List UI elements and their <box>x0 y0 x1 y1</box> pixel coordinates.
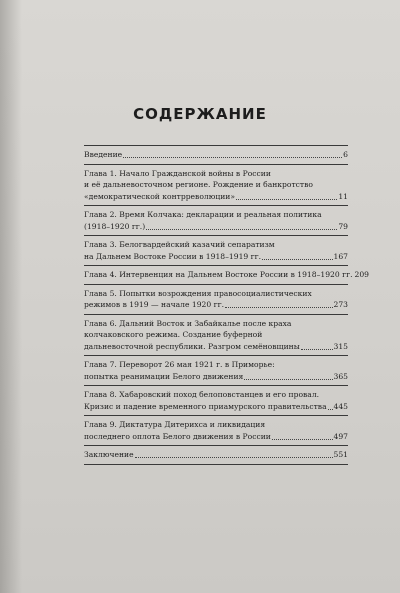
toc-entry <box>84 145 348 165</box>
toc-entry <box>84 446 348 465</box>
toc-entry-text: Введение <box>84 150 123 159</box>
toc-page-number: 551 <box>333 450 348 459</box>
table-of-contents <box>84 145 369 465</box>
toc-entry-line <box>84 449 348 461</box>
dot-leader <box>244 371 332 380</box>
page-title: СОДЕРЖАНИЕ <box>133 105 267 123</box>
toc-entry-line <box>84 329 348 341</box>
toc-entry <box>84 165 348 207</box>
toc-entry-text: Кризис и падение временного приамурского правительства <box>84 401 327 411</box>
toc-entry-line <box>84 149 348 161</box>
toc-page-number: 6 <box>343 150 348 159</box>
toc-entry-line <box>84 401 348 413</box>
toc-entry-text: Глава 9. Диктатура Дитерихса и ликвидация <box>84 420 266 429</box>
toc-page-number: 209 <box>354 270 369 279</box>
dot-leader <box>123 149 342 158</box>
toc-entry-text: и её дальневосточном регионе. Рождение и банкротство <box>84 180 313 189</box>
toc-entry-text: Глава 3. Белогвардейский казачий сепаратизм <box>84 240 275 249</box>
spine-shadow <box>0 0 22 593</box>
toc-entry-line <box>84 179 348 191</box>
toc-entry-line <box>84 221 348 233</box>
toc-entry-text: Глава 4. Интервенция на Дальнем Востоке России в 1918–1920 гг. <box>84 270 353 279</box>
toc-entry-line <box>84 419 348 431</box>
dot-leader <box>225 299 333 308</box>
toc-entry-line <box>84 269 369 281</box>
toc-entry-line <box>84 288 348 300</box>
toc-entry-text: Глава 1. Начало Гражданской войны в России <box>84 168 271 178</box>
toc-entry-line <box>84 359 348 371</box>
dot-leader <box>272 431 333 440</box>
dot-leader <box>262 251 332 260</box>
toc-entry <box>84 206 348 236</box>
toc-page-number: 273 <box>333 300 348 309</box>
toc-entry-text: (1918–1920 гг.) <box>84 221 146 231</box>
toc-entry-text: колчаковского режима. Создание буферной <box>84 330 263 339</box>
toc-entry-line <box>84 209 348 221</box>
toc-entry-line <box>84 431 348 443</box>
toc-entry-text: Глава 6. Дальний Восток и Забайкалье после краха <box>84 318 292 328</box>
toc-entry <box>84 315 348 357</box>
toc-entry <box>84 416 348 446</box>
dot-leader <box>135 449 333 458</box>
toc-entry-text: последнего оплота Белого движения в России <box>84 431 271 441</box>
toc-entry-text: попытка реанимации Белого движения <box>84 371 244 381</box>
toc-entry-line <box>84 341 348 353</box>
toc-entry-line <box>84 251 348 263</box>
dot-leader <box>301 341 333 350</box>
toc-page-number: 365 <box>333 371 348 381</box>
toc-entry-line <box>84 371 348 383</box>
toc-entry-line <box>84 168 348 180</box>
toc-entry-text: на Дальнем Востоке России в 1918–1919 гг. <box>84 251 262 261</box>
toc-entry <box>84 236 348 266</box>
dot-leader <box>236 191 337 200</box>
toc-entry <box>84 266 369 285</box>
toc-entry <box>84 386 348 416</box>
toc-entry-text: Глава 7. Переворот 26 мая 1921 г. в Приморье: <box>84 360 275 369</box>
dot-leader <box>328 401 333 410</box>
toc-page-number: 315 <box>333 341 348 351</box>
toc-entry-text: режимов в 1919 — начале 1920 гг. <box>84 300 224 309</box>
toc-page-number: 11 <box>338 191 348 201</box>
toc-entry-line <box>84 299 348 311</box>
toc-entry-text: Глава 8. Хабаровский поход белоповстанцев и его провал. <box>84 390 320 399</box>
toc-entry <box>84 285 348 315</box>
toc-page-number: 497 <box>333 431 348 441</box>
toc-entry-line <box>84 191 348 203</box>
toc-entry-text: Глава 2. Время Колчака: декларации и реальная политика <box>84 210 322 219</box>
toc-entry-line <box>84 389 348 401</box>
toc-entry-line <box>84 318 348 330</box>
toc-entry-line <box>84 239 348 251</box>
toc-page-number: 445 <box>333 401 348 411</box>
dot-leader <box>146 221 337 230</box>
toc-page-number: 167 <box>333 251 348 261</box>
toc-entry-text: Глава 5. Попытки возрождения правосоциалистических <box>84 288 312 298</box>
toc-entry-text: Заключение <box>84 450 134 459</box>
toc-entry-text: «демократической контрреволюции» <box>84 191 235 201</box>
toc-entry-text: дальневосточной республики. Разгром семёновщины <box>84 341 300 351</box>
toc-page-number: 79 <box>338 221 348 231</box>
toc-entry <box>84 356 348 386</box>
